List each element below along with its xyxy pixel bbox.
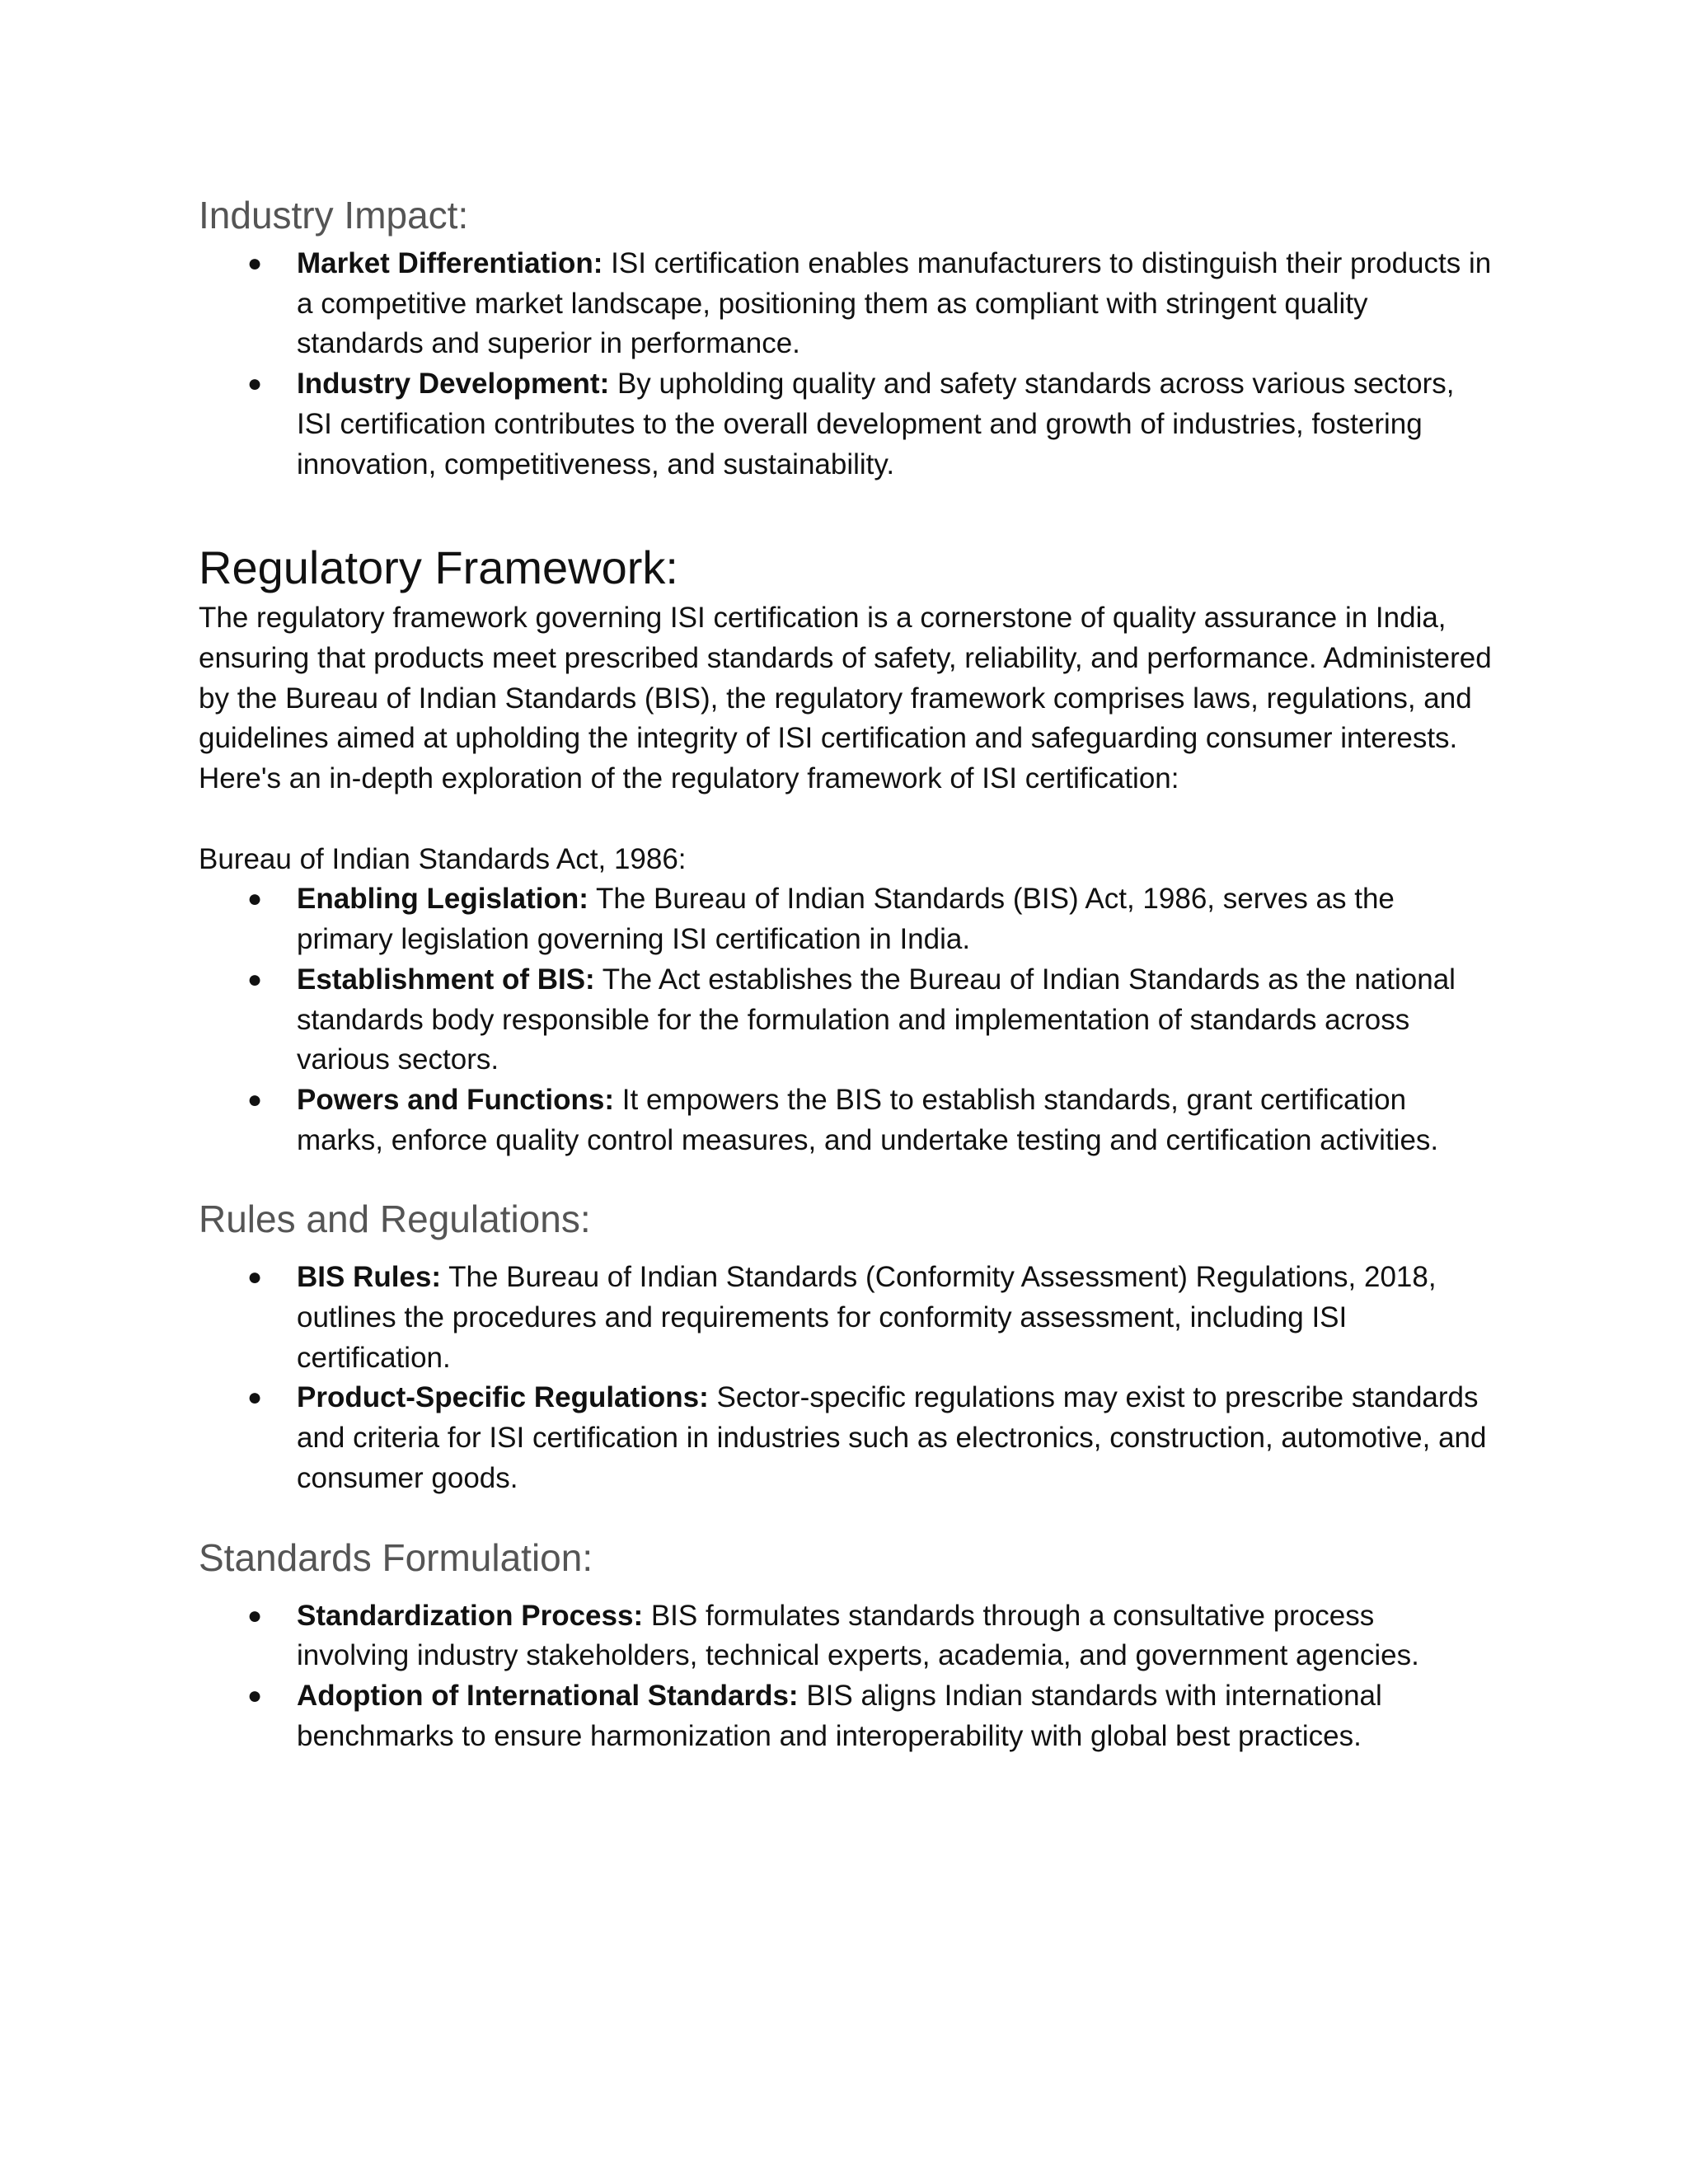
regulatory-framework-intro: The regulatory framework governing ISI certification is a cornerstone of quality assurance in India, ensuring that products meet prescribed standards of safety, reliability, and performance. Administered by the Bureau of Indian Standards (BIS), the regulatory framework comprises laws, regulations, and guidelines aimed at upholding the integrity of ISI certification and safeguarding consumer interests. Here's an in-depth exploration of the regulatory framework of ISI certification: [199,602,1492,795]
item-text: By upholding quality and safety standards across various sectors, ISI certification contributes to the overall development and growth of industries, fostering innovation, competitiveness, and sustainability. [297,368,1455,480]
standards-formulation-list [199,1596,1493,1757]
rules-regulations-heading: Rules and Regulations: [199,1197,591,1241]
item-term: Powers and Functions: [297,1083,615,1116]
item-text: Sector-specific regulations may exist to prescribe standards and criteria for ISI certification in industries such as electronics, construction, automotive, and consumer goods. [297,1381,1487,1494]
industry-impact-heading: Industry Impact: [199,194,469,237]
standards-formulation-heading: Standards Formulation: [199,1535,593,1579]
bis-act-list [199,879,1493,1160]
bullet-icon: ● [247,965,263,993]
item-text: The Act establishes the Bureau of Indian Standards as the national standards body responsible for the formulation and implementation of standards across various sectors. [297,963,1456,1076]
item-text: It empowers the BIS to establish standards, grant certification marks, enforce quality control measures, and undertake testing and certification activities. [297,1083,1439,1156]
bullet-icon: ● [247,1263,263,1291]
item-text: BIS aligns Indian standards with international benchmarks to ensure harmonization and interoperability with global best practices. [297,1679,1382,1752]
item-text: The Bureau of Indian Standards (BIS) Act, 1986, serves as the primary legislation governing ISI certification in India. [297,883,1395,956]
item-term: Industry Development: [297,368,610,401]
item-term: BIS Rules: [297,1261,442,1294]
industry-impact-list [199,244,1493,485]
item-text: The Bureau of Indian Standards (Conformity Assessment) Regulations, 2018, outlines the procedures and requirements for conformity assessment, including ISI certification. [297,1261,1437,1374]
item-term: Adoption of International Standards: [297,1679,799,1712]
list-item [247,1676,1493,1756]
bullet-icon: ● [247,1384,263,1412]
rules-regulations-list [199,1258,1493,1498]
list-item [247,244,1493,364]
item-term: Product-Specific Regulations: [297,1381,709,1414]
item-text: ISI certification enables manufacturers to distinguish their products in a competitive market landscape, positioning them as compliant with stringent quality standards and superior in performance. [297,247,1492,360]
item-text: BIS formulates standards through a consultative process involving industry stakeholders, technical experts, academia, and government agencies. [297,1599,1419,1672]
list-item [247,364,1493,485]
bullet-icon: ● [247,1681,263,1709]
bullet-icon: ● [247,1085,263,1113]
item-term: Enabling Legislation: [297,883,588,916]
list-item [247,879,1493,959]
list-item [247,1258,1493,1378]
item-term: Market Differentiation: [297,247,603,279]
list-item [247,1080,1493,1160]
list-item [247,1596,1493,1676]
regulatory-framework-heading: Regulatory Framework: [199,541,678,594]
bullet-icon: ● [247,1601,263,1629]
bullet-icon: ● [247,250,263,277]
list-item [247,960,1493,1080]
bullet-icon: ● [247,885,263,913]
list-item [247,1378,1493,1498]
item-term: Establishment of BIS: [297,963,595,996]
bis-act-label: Bureau of Indian Standards Act, 1986: [199,842,687,875]
item-term: Standardization Process: [297,1599,644,1632]
bullet-icon: ● [247,370,263,398]
